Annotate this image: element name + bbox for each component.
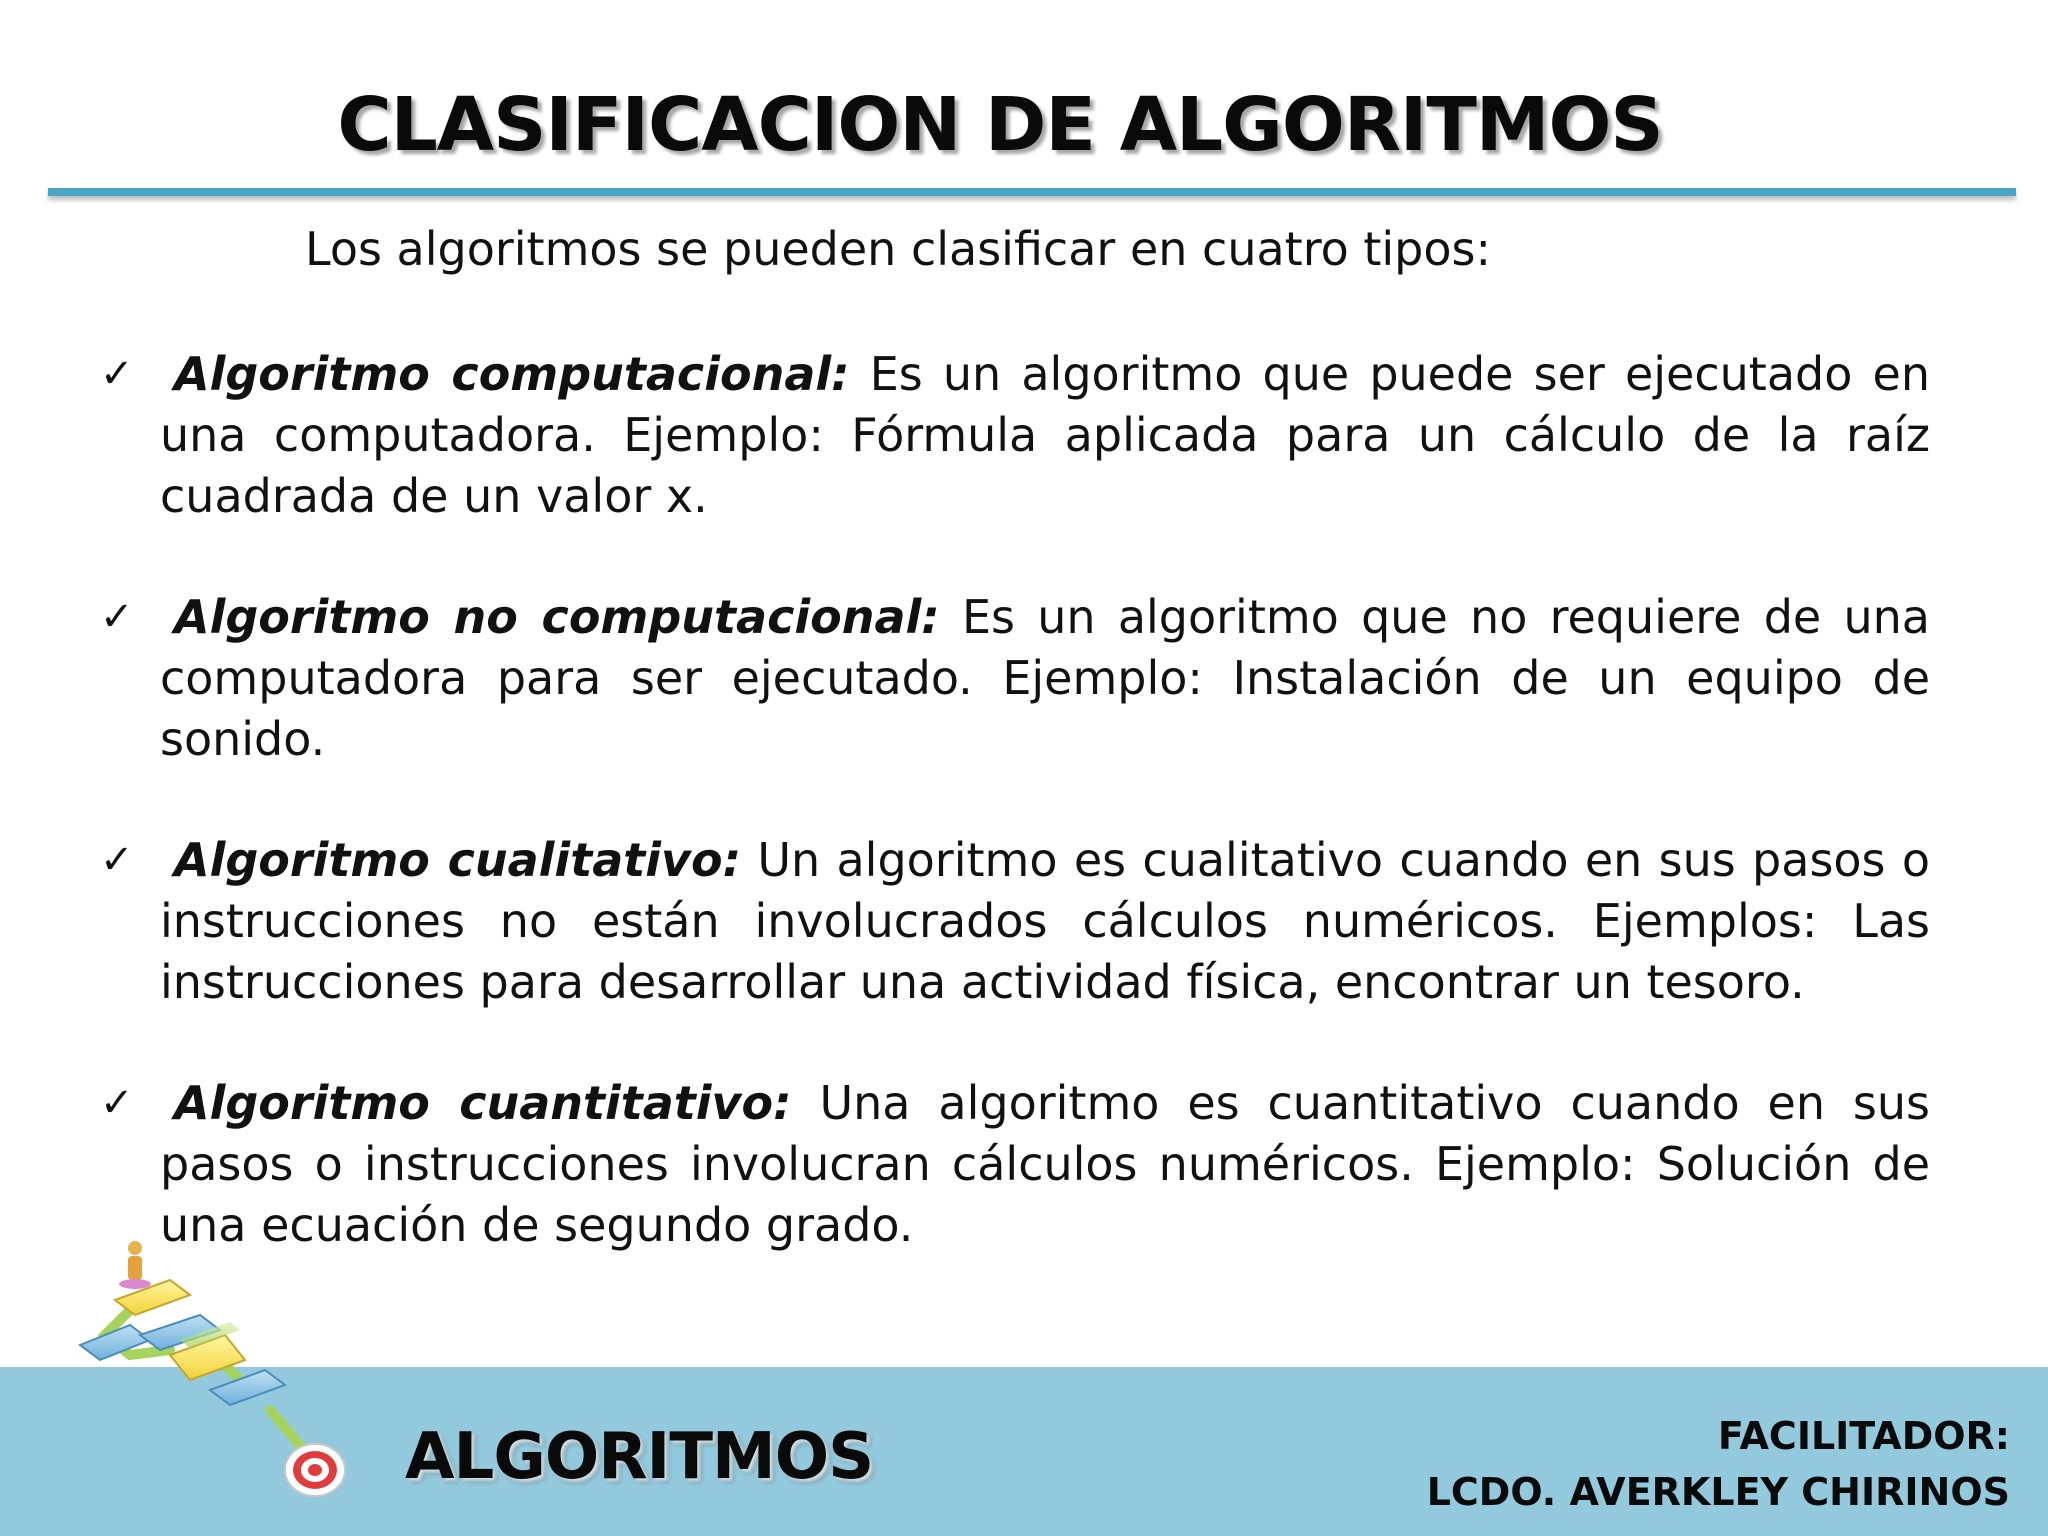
facilitator-name: LCDO. AVERKLEY CHIRINOS (1426, 1470, 2010, 1514)
slide-title: CLASIFICACION DE ALGORITMOS (337, 82, 1663, 168)
facilitator-block (1427, 1408, 2010, 1520)
list-item (100, 344, 1930, 527)
item-term: Algoritmo cuantitativo: (174, 1076, 792, 1130)
flowchart-illustration-icon (60, 1240, 380, 1530)
item-term: Algoritmo cualitativo: (174, 833, 741, 887)
list-item (100, 587, 1930, 770)
item-term: Algoritmo computacional: (174, 347, 850, 401)
check-icon: ✓ (100, 594, 134, 640)
title-divider (48, 188, 2016, 196)
intro-text: Los algoritmos se pueden clasificar en cuatro tipos: (305, 222, 1491, 276)
item-description: Es un algoritmo que no requiere de una computadora para ser ejecutado. Ejemplo: Instalación de un equipo de sonido. (160, 590, 1930, 766)
classification-list (100, 344, 1930, 1316)
check-icon: ✓ (100, 837, 134, 883)
facilitator-label: FACILITADOR: (1717, 1414, 2010, 1458)
list-item (100, 1073, 1930, 1256)
footer-logo-text: ALGORITMOS (405, 1420, 874, 1494)
item-description: Una algoritmo es cuantitativo cuando en sus pasos o instrucciones involucran cálculos numéricos. Ejemplo: Solución de una ecuación de segundo grado. (160, 1076, 1930, 1252)
item-term: Algoritmo no computacional: (174, 590, 940, 644)
list-item (100, 830, 1930, 1013)
check-icon: ✓ (100, 351, 134, 397)
item-description: Un algoritmo es cualitativo cuando en sus pasos o instrucciones no están involucrados cálculos numéricos. Ejemplos: Las instrucciones para desarrollar una actividad física, encontrar un tesoro. (160, 833, 1931, 1009)
check-icon: ✓ (100, 1080, 134, 1126)
item-description: Es un algoritmo que puede ser ejecutado en una computadora. Ejemplo: Fórmula aplicada para un cálculo de la raíz cuadrada de un valor x. (160, 347, 1930, 523)
